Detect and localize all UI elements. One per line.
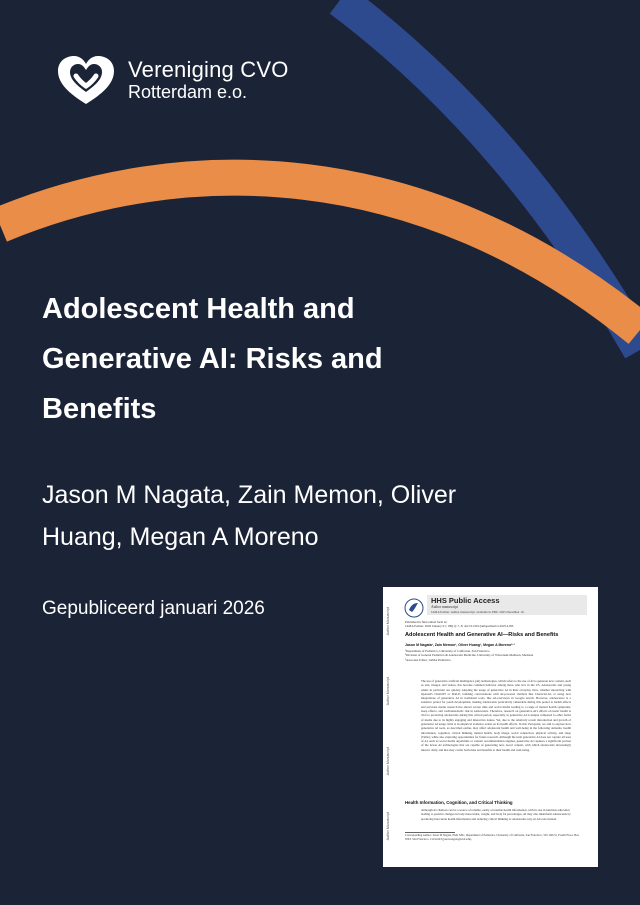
affiliation: ³Associate Editor, JAMA Pediatrics. xyxy=(405,657,452,662)
organization-name: Vereniging CVO xyxy=(128,56,289,82)
side-label: Author Manuscript xyxy=(386,607,390,636)
hhs-eagle-icon xyxy=(403,597,425,619)
paper-affiliations xyxy=(405,649,580,662)
publication-info xyxy=(405,620,514,628)
paper-thumbnail xyxy=(383,587,598,867)
side-label: Author Manuscript xyxy=(386,812,390,841)
paper-authors: Jason M Nagata¹, Zain Memon¹, Oliver Huang¹, Megan A Moreno²·³ xyxy=(405,643,515,647)
cover-title: Adolescent Health and Generative AI: Risks and Benefits xyxy=(42,293,383,425)
side-label: Author Manuscript xyxy=(386,677,390,706)
heart-knot-logo-icon xyxy=(52,52,120,108)
publication-date: Gepubliceerd januari 2026 xyxy=(42,598,265,619)
hhs-subtitle: Author manuscript xyxy=(431,605,459,609)
paper-title: Adolescent Health and Generative AI—Risks and Benefits xyxy=(405,632,559,638)
organization-logo xyxy=(52,52,289,108)
side-label: Author Manuscript xyxy=(386,747,390,776)
hhs-citation: JAMA Pediatr. Author manuscript; available in PMC 2025 December 16. xyxy=(431,610,525,614)
affiliation: ²Division of General Pediatrics & Adolescent Medicine, University of Wisconsin-Madison, Madison xyxy=(405,653,534,658)
pub-line: Published in final edited form as: xyxy=(405,620,448,624)
corresponding-author-note: Corresponding Author: Jason M Nagata, PhD, MSc, Department of Pediatrics, University of California, San Francisco, 550 16th St, Fourth Floor, Box 0503, San Francisco, CA 94143 (jason.nagata@ucsf.edu). xyxy=(405,833,579,841)
hhs-title: HHS Public Access xyxy=(431,596,500,605)
paper-abstract: The use of generative artificial intelligence (AI) technologies, which refers to the use of AI to generate new content, such as text, images, and videos, has become common behavior among those who live in the US. Adolescents and young adults in particular are quickly adopting the usage of generative AI in their everyday lives, whether interacting with OpenAI's ChatGPT or Dall-E, building conversations with AI-powered chatbots like Character.AI, or using new integrations of generative AI in traditional tools, like AI-overviews in Google search. However, adolescence is a sensitive period for youth development, making adolescents particularly vulnerable during this period to health effects and previous media research has shown screen time and social media leading to a range of mental health symptoms, sleep effects, and cardiometabolic risk in adolescents. Therefore, research on generative AI's effects on teens' health is vital to protecting adolescents during this critical period, especially as generative AI is unique compared to other forms of media due to its highly engaging and interactive nature. Yet, due to the relatively recent introduction and growth of generative AI usage, little is in empirical evidence exists on its health effects. In this Viewpoint, we aim to explore how generative AI tools, as described earlier, may affect adolescent health and well-being in the following domains: health information, cognition, critical thinking, mental health, body image, social connection, physical activity, and sleep (Table), while also exploring opportunities for future research. Although the term generative AI does not capture all uses of AI, such as social media algorithms or content recommendation engines, generative AI captures a significant portion of the newer AI technologies that are capable of generating new, novel content, with which adolescents increasingly interact daily, and that may confer both risks and benefits to their health and well-being. xyxy=(421,679,571,752)
cover-authors: Jason M Nagata, Zain Memon, Oliver Huang, Megan A Moreno xyxy=(42,481,457,551)
section-body: Although AI chatbots can be a source of reliable, easily accessible health information, with its use in nutrition education leading to positive changes in body mass index, weight, and body fat percentages, AI may also misinform adolescents by producing inaccurate health information and reducing critical thinking as adolescents rely on AI tools instead. xyxy=(421,808,571,821)
section-heading: Health Information, Cognition, and Critical Thinking xyxy=(405,800,513,805)
pub-line: JAMA Pediatr. 2026 January 01; 180(1): 7–8. doi:10.1001/jamapediatrics.2025.4183. xyxy=(405,624,514,629)
organization-region: Rotterdam e.o. xyxy=(128,82,248,103)
affiliation: ¹Department of Pediatrics, University of California, San Francisco xyxy=(405,649,490,653)
